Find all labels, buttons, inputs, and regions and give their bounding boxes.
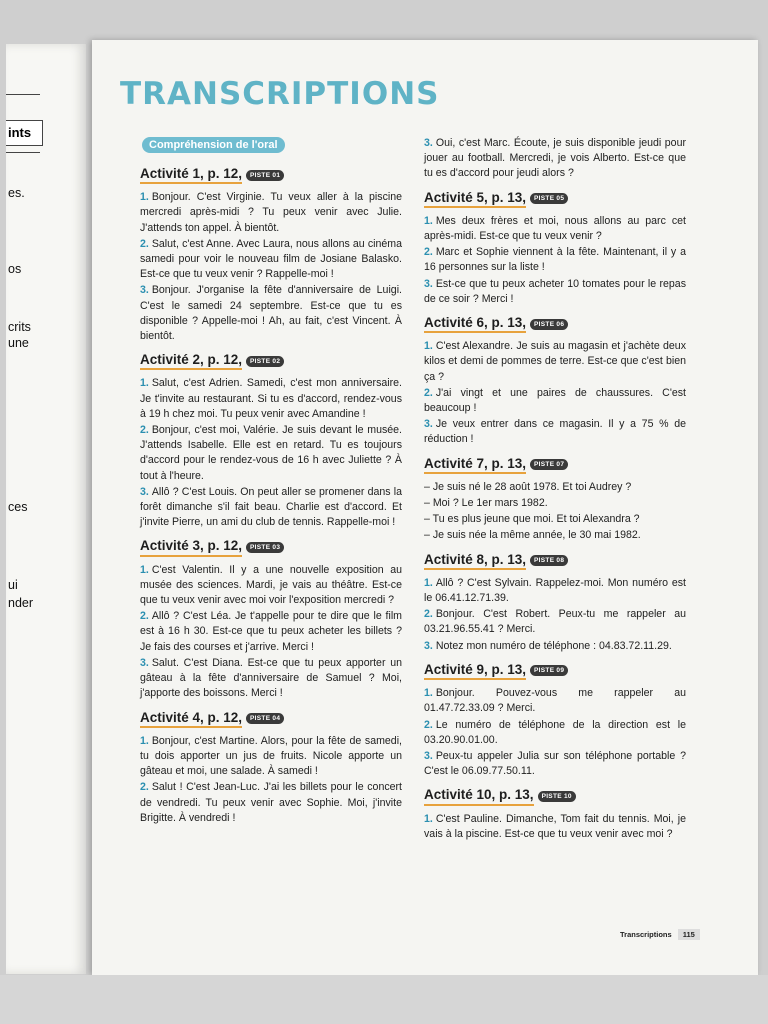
transcript-line	[140, 237, 402, 283]
line-number: 1.	[424, 340, 433, 353]
piste-badge: PISTE 01	[246, 170, 284, 181]
piste-badge: PISTE 06	[530, 319, 568, 330]
piste-badge: PISTE 04	[246, 713, 284, 724]
left-page-rule	[6, 152, 40, 153]
activity-section	[424, 787, 686, 842]
line-text: Bonjour, c'est moi, Valérie. Je suis devant le musée. J'attends Isabelle. Elle est en retard. Tu es toujours d'accord pour le rendez-vous de 16 h avec Juliette ? À tout à l'heure.	[140, 424, 402, 482]
main-page	[92, 40, 758, 975]
transcript-line	[424, 339, 686, 385]
left-page-fragment: os	[8, 262, 22, 276]
left-page-box-label: ints	[6, 120, 43, 146]
line-number: 2.	[424, 608, 433, 621]
transcript-line	[424, 480, 686, 495]
line-number: 3.	[424, 418, 433, 431]
line-text: J'ai vingt et une paires de chaussures. C'est beaucoup !	[424, 386, 686, 415]
line-number: 1.	[140, 734, 149, 747]
page-title: TRANSCRIPTIONS	[120, 76, 440, 112]
activity-heading	[424, 662, 686, 680]
line-text: C'est Pauline. Dimanche, Tom fait du tennis. Moi, je vais à la piscine. Est-ce que tu veux venir avec moi ?	[424, 812, 686, 840]
line-text: Allô ? C'est Louis. On peut aller se promener dans la forêt dimanche s'il fait beau. Charlie est d'accord. Et j'invite Pierre, un ami du club de tennis. Rappelle-moi !	[140, 485, 402, 529]
transcript-line	[424, 576, 686, 606]
transcript-line	[424, 496, 686, 511]
left-column	[140, 158, 402, 827]
transcript-line	[140, 283, 402, 344]
transcript-line	[424, 686, 686, 716]
line-number: 2.	[424, 246, 433, 259]
left-page-fragment: une	[8, 336, 29, 350]
transcript-line	[424, 245, 686, 275]
transcript-line	[424, 386, 686, 416]
line-number: 1.	[424, 576, 433, 589]
transcript-line	[424, 214, 686, 244]
piste-badge: PISTE 10	[538, 791, 576, 802]
scan-bottom-strip	[0, 975, 768, 1024]
line-number: 3.	[424, 137, 433, 149]
activity-heading	[424, 456, 686, 474]
activity-section	[424, 190, 686, 307]
transcript-line	[140, 734, 402, 780]
line-number: 1.	[424, 812, 433, 825]
line-text: Est-ce que tu peux acheter 10 tomates pour le repas de ce soir ? Merci !	[424, 277, 686, 305]
activity-heading	[424, 787, 686, 805]
line-text: Allô ? C'est Léa. Je t'appelle pour te dire que le film est à 16 h 30. Est-ce que tu peux acheter les billets ? Je fais des courses et j'arrive. Merci !	[140, 610, 402, 653]
line-text: Marc et Sophie viennent à la fête. Maintenant, il y a 16 personnes sur la liste !	[424, 246, 686, 274]
line-text: Salut, c'est Anne. Avec Laura, nous allons au cinéma samedi pour voir le nouveau film de Josiane Balasko. Est-ce que tu veux venir ? Rappelle-moi !	[140, 237, 402, 281]
line-number: 1.	[424, 687, 433, 700]
line-number: 2.	[140, 424, 149, 437]
line-text: Je veux entrer dans ce magasin. Il y a 75 % de réduction !	[424, 418, 686, 446]
line-text: – Je suis né le 28 août 1978. Et toi Audrey ?	[424, 480, 632, 493]
line-number: 3.	[424, 749, 433, 762]
transcript-line	[140, 376, 402, 422]
piste-badge: PISTE 07	[530, 459, 568, 470]
line-text: Le numéro de téléphone de la direction est le 03.20.90.01.00.	[424, 718, 686, 746]
transcript-line	[140, 423, 402, 484]
activity-title: Activité 6, p. 13,	[424, 315, 526, 333]
line-text: Bonjour. C'est Robert. Peux-tu me rappeler au 03.21.96.55.41 ? Merci.	[424, 608, 686, 636]
line-text: Peux-tu appeler Julia sur son téléphone portable ? C'est le 06.09.77.50.11.	[424, 749, 686, 778]
line-number: 2.	[140, 781, 149, 794]
activity-section	[424, 662, 686, 779]
activity-section	[424, 315, 686, 448]
line-text: Bonjour. J'organise la fête d'anniversaire de Luigi. C'est le samedi 24 septembre. Est-ce que tu es disponible ? Appelle-moi ! Ah, au fait, c'est Vincent. À bientôt.	[140, 284, 402, 343]
line-text: Salut ! C'est Jean-Luc. J'ai les billets pour le concert de vendredi. Tu peux venir avec Sophie. Moi, j'invite Brigitte. À vendredi !	[140, 781, 402, 824]
line-number: 3.	[140, 284, 149, 297]
footer-label: Transcriptions	[620, 930, 672, 939]
line-number: 2.	[424, 718, 433, 731]
line-text: Notez mon numéro de téléphone : 04.83.72.11.29.	[435, 639, 672, 652]
transcript-line	[424, 718, 686, 748]
activity-section	[140, 710, 402, 826]
activity-section	[424, 136, 686, 182]
line-text: – Moi ? Le 1er mars 1982.	[424, 497, 548, 510]
activity-heading	[424, 552, 686, 570]
line-text: – Tu es plus jeune que moi. Et toi Alexandra ?	[424, 513, 640, 526]
transcript-line	[424, 812, 686, 842]
piste-badge: PISTE 03	[246, 542, 284, 553]
transcript-line	[140, 780, 402, 826]
left-page-fragment: nder	[8, 596, 34, 610]
piste-badge: PISTE 08	[530, 555, 568, 566]
section-badge: Compréhension de l'oral	[142, 137, 285, 153]
line-number: 2.	[140, 237, 149, 250]
transcript-line	[140, 609, 402, 655]
line-number: 1.	[140, 191, 149, 204]
activity-section	[424, 456, 686, 544]
activity-heading	[140, 166, 402, 184]
activity-heading	[424, 315, 686, 333]
left-page-fragment: crits	[8, 320, 31, 334]
line-text: Oui, c'est Marc. Écoute, je suis disponible jeudi pour jouer au football. Mercredi, je vois Alberto. Est-ce que tu es d'accord pour jeudi alors ?	[424, 137, 686, 180]
transcript-line	[140, 190, 402, 236]
piste-badge: PISTE 02	[246, 356, 284, 367]
line-number: 1.	[140, 563, 149, 576]
activity-title: Activité 9, p. 13,	[424, 662, 526, 680]
piste-badge: PISTE 09	[530, 665, 568, 676]
line-number: 3.	[140, 485, 149, 498]
transcript-line	[424, 136, 686, 182]
transcript-line	[424, 749, 686, 779]
transcript-line	[140, 656, 402, 702]
activity-title: Activité 4, p. 12,	[140, 710, 242, 728]
activity-section	[140, 352, 402, 530]
line-text: Bonjour. Pouvez-vous me rappeler au 01.47.72.33.09 ? Merci.	[424, 687, 686, 715]
page-footer	[620, 929, 700, 940]
line-text: Salut, c'est Adrien. Samedi, c'est mon anniversaire. Je t'invite au restaurant. Si tu es d'accord, rendez-vous à 19 h chez moi. Tu peux venir avec Amandine !	[140, 377, 402, 420]
transcript-line	[140, 563, 402, 609]
activity-title: Activité 7, p. 13,	[424, 456, 526, 474]
activity-title: Activité 8, p. 13,	[424, 552, 526, 570]
transcript-line	[424, 512, 686, 527]
left-page-fragment: es.	[8, 186, 25, 200]
activity-section	[140, 166, 402, 344]
activity-section	[140, 538, 402, 701]
transcript-line	[424, 528, 686, 543]
line-number: 3.	[424, 639, 433, 652]
page-number: 115	[678, 929, 700, 940]
line-number: 2.	[140, 610, 149, 623]
piste-badge: PISTE 05	[530, 193, 568, 204]
line-number: 3.	[424, 277, 433, 290]
line-text: Allô ? C'est Sylvain. Rappelez-moi. Mon numéro est le 06.41.12.71.39.	[424, 576, 686, 605]
line-number: 1.	[424, 214, 433, 227]
line-number: 3.	[140, 656, 149, 669]
left-page-edge	[6, 44, 86, 974]
line-text: Salut. C'est Diana. Est-ce que tu peux apporter un gâteau à la fête d'anniversaire de Samuel ? Moi, j'apporte des boissons. Merci !	[140, 656, 402, 700]
transcript-line	[424, 417, 686, 447]
activity-title: Activité 10, p. 13,	[424, 787, 534, 805]
activity-title: Activité 3, p. 12,	[140, 538, 242, 556]
transcript-line	[424, 277, 686, 307]
line-text: Mes deux frères et moi, nous allons au parc cet après-midi. Est-ce que tu veux venir ?	[424, 214, 686, 243]
activity-title: Activité 5, p. 13,	[424, 190, 526, 208]
activity-heading	[140, 538, 402, 556]
line-text: Bonjour. C'est Virginie. Tu veux aller à la piscine mercredi après-midi ? Tu peux venir avec Julie. J'attends ton appel. À bientôt.	[140, 191, 402, 234]
right-column	[424, 136, 686, 843]
line-text: C'est Alexandre. Je suis au magasin et j'achète deux kilos et demi de pommes de terre. Est-ce que c'est bien ça ?	[424, 340, 686, 383]
line-number: 2.	[424, 386, 433, 399]
line-text: Bonjour, c'est Martine. Alors, pour la fête de samedi, tu dois apporter un jus de fruits. Nicole apporte un gâteau et moi, une salade. À samedi !	[140, 734, 402, 778]
activity-title: Activité 2, p. 12,	[140, 352, 242, 370]
activity-heading	[140, 352, 402, 370]
left-page-rule	[6, 94, 40, 95]
activity-title: Activité 1, p. 12,	[140, 166, 242, 184]
line-text: – Je suis née la même année, le 30 mai 1982.	[424, 529, 641, 542]
line-text: C'est Valentin. Il y a une nouvelle exposition au musée des sciences. Mardi, je vais au théâtre. Est-ce que tu veux venir avec moi voir l'exposition mercredi ?	[140, 563, 402, 607]
line-number: 1.	[140, 377, 149, 390]
left-page-fragment: ui	[8, 578, 18, 592]
transcript-line	[140, 485, 402, 531]
left-page-fragment: ces	[8, 500, 28, 514]
activity-section	[424, 552, 686, 654]
activity-heading	[424, 190, 686, 208]
activity-heading	[140, 710, 402, 728]
transcript-line	[424, 607, 686, 637]
transcript-line	[424, 639, 686, 654]
